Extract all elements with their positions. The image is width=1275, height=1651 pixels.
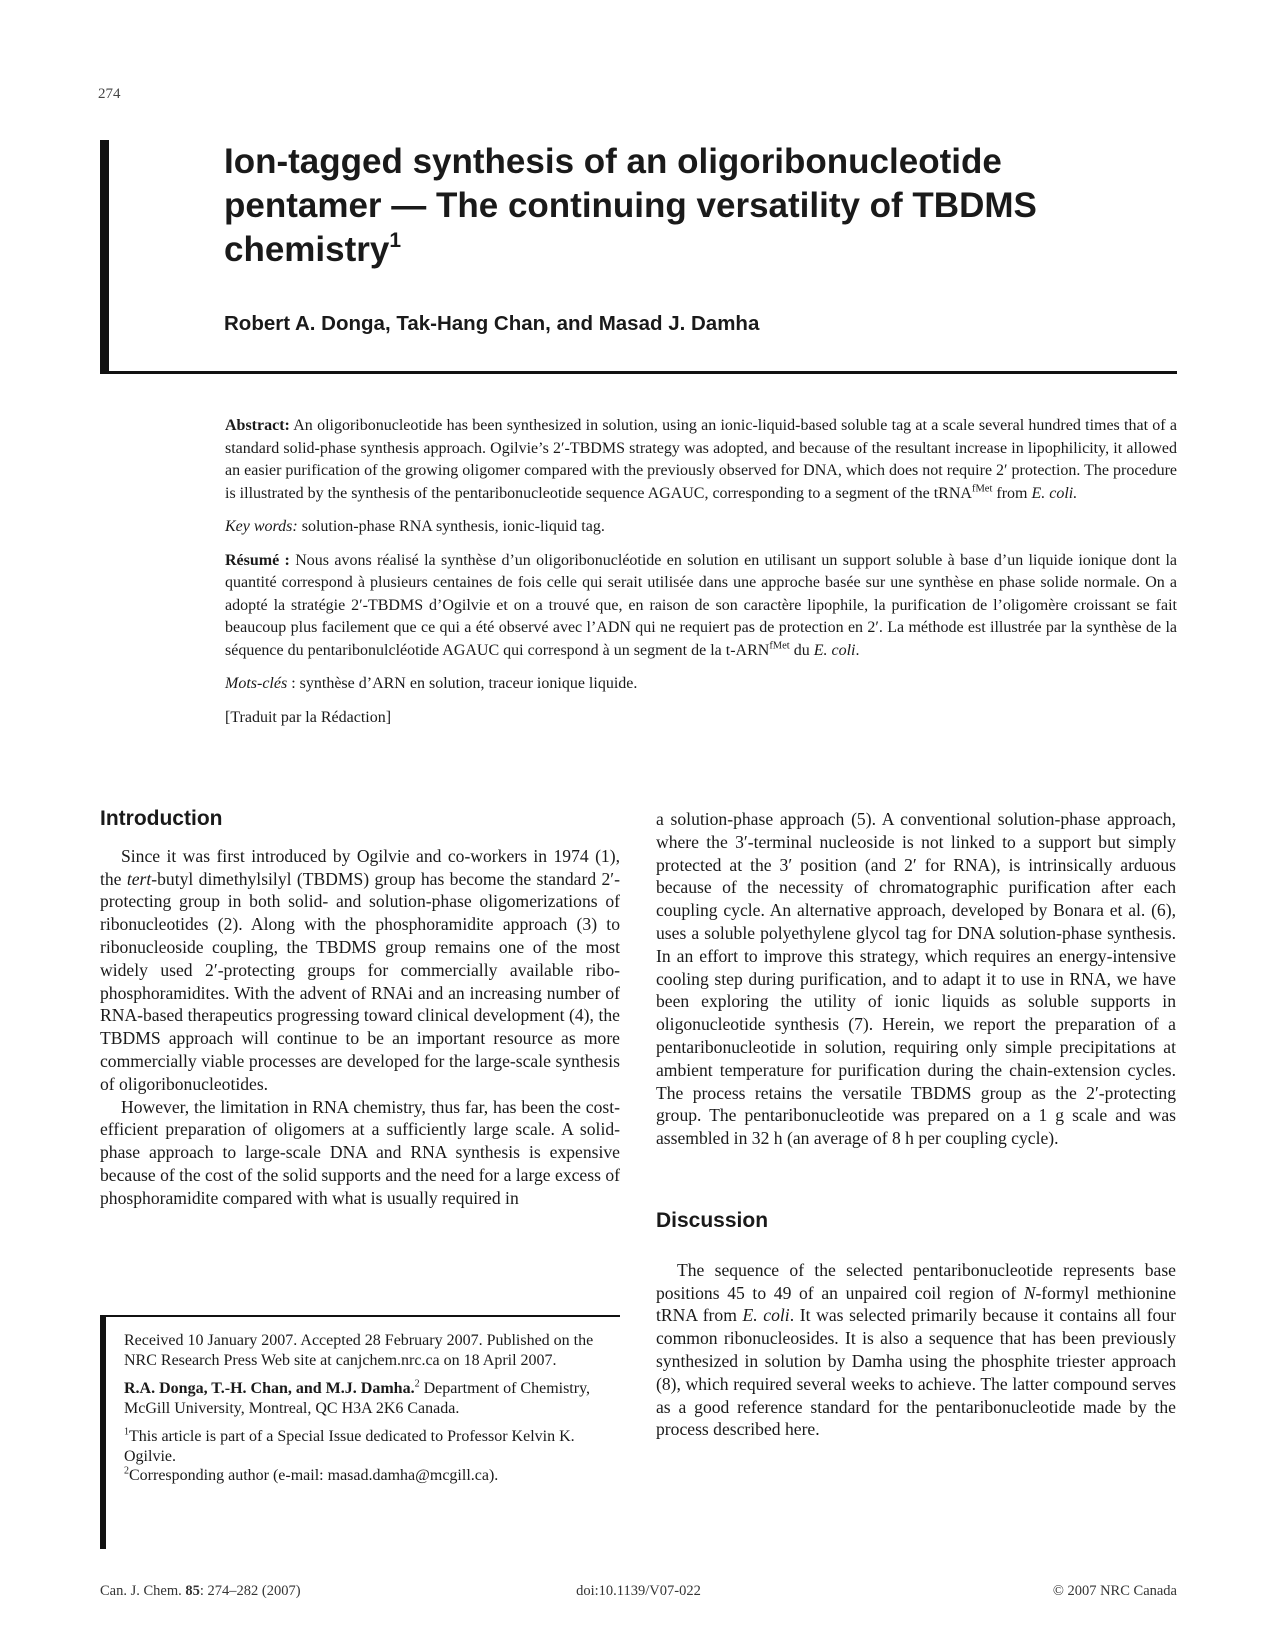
page-number: 274: [98, 86, 121, 102]
intro-paragraph-3: a solution-phase approach (5). A conventional solution-phase approach, where the 3′-terminal nucleoside is not linked to a support but simply protected at the 3′ position (and 2′ for RNA), is intrinsically arduous because of the necessity of chromatographic purification after each coupling cycle. An alternative approach, developed by Bonara et al. (6), uses a soluble polyethylene glycol tag for DNA solution-phase synthesis. In an effort to improve this strategy, which requires an energy-intensive cooling step during purification, and to adapt it to use in RNA, we have been exploring the utility of ionic liquids as soluble supports in oligonucleotide synthesis (7). Herein, we report the preparation of a pentaribonucleotide in solution, requiring only simple precipitations at ambient temperature for purification during the chain-extension cycles. The process retains the versatile TBDMS group as the 2′-protecting group. The pentaribonucleotide was prepared on a 1 g scale and was assembled in 32 h (an average of 8 h per coupling cycle).: [656, 809, 1176, 1149]
mots-cles-text: : synthèse d’ARN en solution, traceur ionique liquide.: [287, 675, 638, 692]
author-affiliation: [124, 1379, 620, 1418]
received-dates: Received 10 January 2007. Accepted 28 February 2007. Published on the NRC Research Press Web site at canjchem.nrc.ca on 18 April 2007.: [124, 1332, 594, 1369]
keywords-label: Key words:: [225, 518, 298, 535]
footnote-1-mark: 1: [124, 1426, 129, 1438]
left-column: [100, 808, 620, 1210]
discussion-paragraph-1: [656, 1259, 1176, 1441]
title-text: Ion-tagged synthesis of an oligoribonucleotide pentamer — The continuing versatility of TBDMS chemistry: [224, 142, 1037, 269]
intro-paragraph-2: However, the limitation in RNA chemistry, thus far, has been the cost-efficient preparation of oligomers at a sufficiently large scale. A solid-phase approach to large-scale DNA and RNA synthesis is expensive because of the cost of the solid supports and the need for a large excess of phosphoramidite compared with what is usually required in: [100, 1096, 620, 1208]
abstract-organism: E. coli.: [1031, 484, 1078, 502]
keywords-english: [225, 516, 1177, 539]
resume-trna-sup: fMet: [769, 640, 790, 652]
footnote-1-text: This article is part of a Special Issue dedicated to Professor Kelvin K. Ogilvie.: [124, 1428, 575, 1465]
abstract-label: Abstract:: [225, 417, 290, 434]
resume-label: Résumé :: [225, 551, 290, 569]
footnote-2-text: Corresponding author (e-mail: masad.damha@mcgill.ca).: [129, 1467, 499, 1484]
abstract-french: [225, 550, 1177, 663]
article-title: [224, 140, 1164, 272]
intro-p1-text: Since it was first introduced by Ogilvie and co-workers in 1974 (1), the: [100, 845, 620, 889]
resume-organism: E. coli: [813, 641, 856, 659]
footnote-2-mark: 2: [124, 1465, 129, 1477]
right-column: [656, 808, 1176, 1441]
disc-p1-text-cont: -formyl methionine tRNA from: [656, 1282, 1176, 1326]
journal-pages: : 274–282 (2007): [199, 1583, 301, 1599]
disc-p1-text-end: . It was selected primarily because it contains all four common ribonucleosides. It is also a sequence that has been previously synthesized in solution by Damha using the phosphite triester approach (8), which required several weeks to achieve. The latter compound serves as a good reference standard for the pentaribonucleotide made by the process described here.: [656, 1305, 1176, 1440]
introduction-heading: Introduction: [100, 807, 223, 830]
footnote-1: [124, 1427, 620, 1466]
abstract-text: An oligoribonucleotide has been synthesized in solution, using an ionic-liquid-based soluble tag at a scale several hundred times that of a standard solid-phase synthesis approach. Ogilvie’s 2′-TBDMS strategy was adopted, and because of the resultant increase in lipophilicity, it allowed an easier purification of the growing oligomer compared with the previously observed for DNA, which does not require 2′ protection. The procedure is illustrated by the synthesis of the pentaribonucleotide sequence AGAUC, corresponding to a segment of the tRNA: [225, 417, 1177, 502]
disc-p1-n: N: [1023, 1282, 1036, 1303]
resume-text: Nous avons réalisé la synthèse d’un oligoribonucléotide en solution en utilisant un support soluble à base d’un liquide ionique dont la quantité correspond à plusieurs centaines de fois celle qui serait utilisée dans une approche basée sur une synthèse en phase solide normale. On a adopté la stratégie 2′-TBDMS d’Ogilvie et on a trouvé que, en raison de son caractère lipophile, la purification de l’oligomère croissant se fait beaucoup plus facilement que ce qui a été observé avec l’ADN qui ne requiert pas de protection en 2′. La méthode est illustrée par la synthèse de la séquence du pentaribonulcléotide AGAUC qui correspond à un segment de la t-ARN: [225, 551, 1177, 659]
abstract-trna-sup: fMet: [971, 483, 993, 495]
journal-volume: 85: [185, 1583, 200, 1599]
footnote-2: [124, 1466, 620, 1486]
page-footer: [100, 1583, 1177, 1603]
journal-name: Can. J. Chem.: [100, 1583, 186, 1599]
keywords-french: [225, 673, 1177, 696]
footnote-box: [100, 1315, 620, 1549]
affiliation-sup: 2: [414, 1378, 420, 1390]
title-block: [100, 140, 1177, 374]
intro-p1-italic: tert: [126, 868, 152, 889]
author-list: Robert A. Donga, Tak-Hang Chan, and Masad J. Damha: [224, 312, 760, 335]
intro-p1-text-cont: -butyl dimethylsilyl (TBDMS) group has become the standard 2′-protecting group in both solid- and solution-phase oligomerizations of ribonucleotides (2). Along with the phosphoramidite approach (3) to ribonucleoside coupling, the TBDMS group remains one of the most widely used 2′-protecting groups for commercially available ribo-phosphoramidites. With the advent of RNAi and an increasing number of RNA-based therapeutics progressing toward clinical development (4), the TBDMS approach will continue to be an important resource as more commercially viable processes are developed for the large-scale synthesis of oligoribonucleotides.: [100, 868, 620, 1094]
affiliation-text: Department of Chemistry, McGill University, Montreal, QC H3A 2K6 Canada.: [124, 1380, 591, 1417]
translation-note: [Traduit par la Rédaction]: [225, 708, 392, 726]
abstract-english: [225, 415, 1177, 505]
intro-paragraph-1: [100, 845, 620, 1096]
disc-p1-organism: E. coli: [742, 1305, 790, 1326]
abstract-section: [225, 415, 1177, 740]
doi: doi:10.1139/V07-022: [576, 1583, 701, 1599]
abstract-text-tail: from: [992, 484, 1032, 502]
discussion-heading: Discussion: [656, 1208, 769, 1232]
disc-p1-text: The sequence of the selected pentaribonucleotide represents base positions 45 to 49 of an unpaired coil region of: [656, 1259, 1176, 1303]
resume-text-mid: du: [789, 641, 814, 659]
title-footnote-mark: 1: [389, 229, 402, 252]
mots-cles-label: Mots-clés: [225, 675, 288, 692]
resume-text-end: .: [855, 641, 860, 659]
copyright: © 2007 NRC Canada: [1052, 1583, 1177, 1599]
keywords-text: solution-phase RNA synthesis, ionic-liquid tag.: [297, 518, 605, 535]
affiliation-names: R.A. Donga, T.-H. Chan, and M.J. Damha.: [124, 1380, 415, 1397]
